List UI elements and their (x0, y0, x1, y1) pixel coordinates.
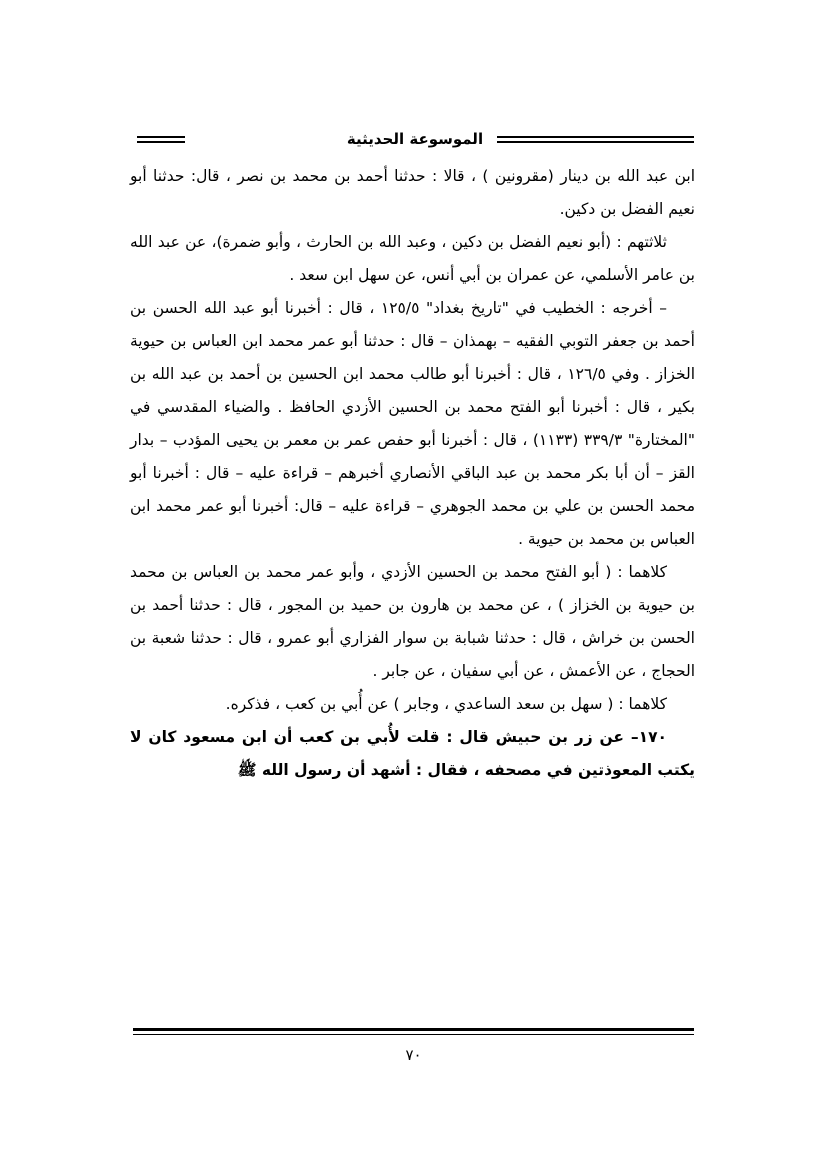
paragraph-2: ثلاثتهم : (أبو نعيم الفضل بن دكين ، وعبد الله بن الحارث ، وأبو ضمرة)، عن عبد الله بن عامر الأسلمي، عن عمران بن أبي أنس، عن سهل ابن سعد . (130, 233, 695, 284)
paragraph-5: كلاهما : ( سهل بن سعد الساعدي ، وجابر ) عن أُبي بن كعب ، فذكره. (225, 695, 667, 713)
header-rule-left-bottom (137, 141, 185, 143)
page-title: الموسوعة الحديثية (346, 130, 484, 148)
header-rule-right-top (497, 136, 694, 138)
page-header (133, 128, 694, 154)
header-rule-right-bottom (497, 141, 694, 143)
header-rule-left-top (137, 136, 185, 138)
main-text (130, 160, 695, 787)
paragraph-1: ابن عبد الله بن دينار (مقرونين ) ، قالا : حدثنا أحمد بن محمد بن نصر ، قال: حدثنا أبو نعيم الفضل بن دكين. (130, 167, 695, 218)
paragraph-4: كلاهما : ( أبو الفتح محمد بن الحسين الأزدي ، وأبو عمر محمد بن العباس بن محمد بن حيوية بن الخزاز ) ، عن محمد بن هارون بن حميد بن المجور ، قال : حدثنا أحمد بن الحسن بن خراش ، قال : حدثنا شبابة بن سوار الفزاري أبو عمرو ، قال : حدثنا شعبة بن الحجاج ، عن الأعمش ، عن أبي سفيان ، عن جابر . (130, 563, 695, 680)
paragraph-3: – أخرجه : الخطيب في "تاريخ بغداد" ١٢٥/٥ ، قال : أخبرنا أبو عبد الله الحسن بن أحمد بن جعفر التوبي الفقيه – بهمذان – قال : حدثنا أبو عمر محمد ابن العباس بن حيوية الخزاز . وفي ١٢٦/٥ ، قال : أخبرنا أبو طالب محمد ابن الحسين بن أحمد بن عبد الله بن بكير ، قال : أخبرنا أبو الفتح محمد بن الحسين الأزدي الحافظ . والضياء المقدسي في "المختارة" ٣٣٩/٣ (١١٣٣) ، قال : أخبرنا أبو حفص عمر بن معمر بن يحيى المؤدب – بدار القز – أن أبا بكر محمد بن عبد الباقي الأنصاري أخبرهم – قراءة عليه – قال : أخبرنا أبو محمد الحسن بن علي بن محمد الجوهري – قراءة عليه – قال: أخبرنا أبو عمر محمد ابن العباس بن محمد بن حيوية . (130, 299, 695, 548)
footer-rule-thick (133, 1028, 694, 1031)
hadith-170: ١٧٠– عن زر بن حبيش قال : قلت لأُبي بن كعب أن ابن مسعود كان لا يكتب المعوذتين في مصحفه ، فقال : أشهد أن رسول الله ﷺ (130, 728, 695, 779)
page-number: ٧٠ (405, 1046, 422, 1064)
footer-rule-thin (133, 1034, 694, 1035)
